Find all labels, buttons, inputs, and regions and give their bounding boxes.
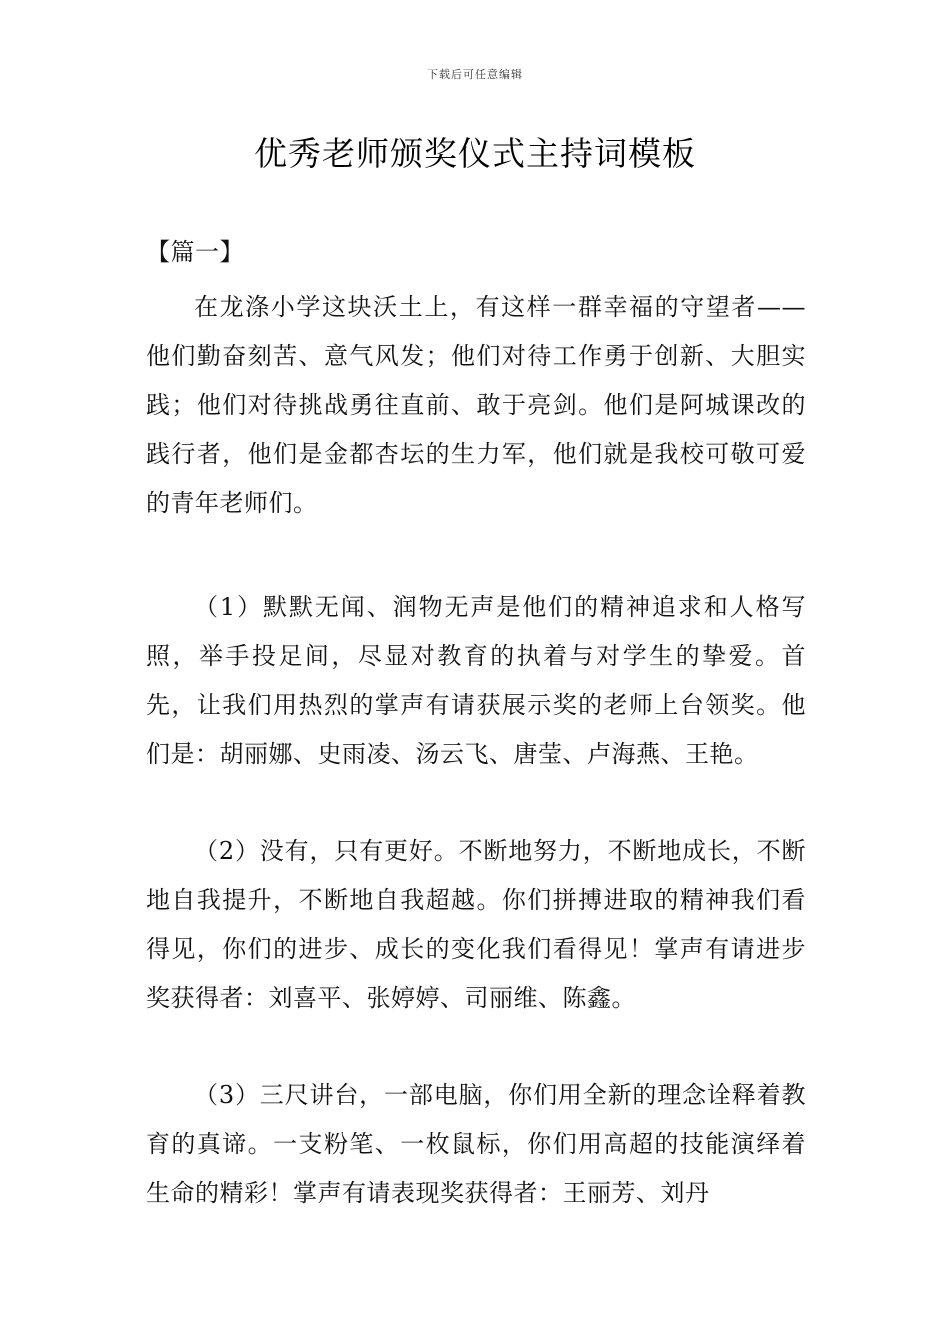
document-body	[146, 228, 806, 1218]
paragraph-award-performance: （3）三尺讲台，一部电脑，你们用全新的理念诠释着教育的真谛。一支粉笔、一枚鼠标，你们用高超的技能演绎着生命的精彩！掌声有请表现奖获得者：王丽芳、刘丹	[146, 1081, 806, 1207]
section-label: 【篇一】	[146, 238, 244, 266]
paragraph-intro: 在龙涤小学这块沃土上，有这样一群幸福的守望者——他们勤奋刻苦、意气风发；他们对待工作勇于创新、大胆实践；他们对待挑战勇往直前、敢于亮剑。他们是阿城课改的践行者，他们是金都杏坛的生力军，他们就是我校可敬可爱的青年老师们。	[146, 293, 806, 517]
document-title: 优秀老师颁奖仪式主持词模板	[254, 134, 696, 173]
paragraph-award-progress: （2）没有，只有更好。不断地努力，不断地成长，不断地自我提升，不断地自我超越。你们拼搏进取的精神我们看得见，你们的进步、成长的变化我们看得见！掌声有请进步奖获得者：刘喜平、张婷婷、司丽维、陈鑫。	[146, 837, 806, 1012]
paragraph-award-showcase: （1）默默无闻、润物无声是他们的精神追求和人格写照，举手投足间，尽显对教育的执着与对学生的挚爱。首先，让我们用热烈的掌声有请获展示奖的老师上台领奖。他们是：胡丽娜、史雨凌、汤云飞、唐莹、卢海燕、王艳。	[146, 593, 806, 768]
header-note: 下载后可任意编辑	[427, 68, 523, 81]
